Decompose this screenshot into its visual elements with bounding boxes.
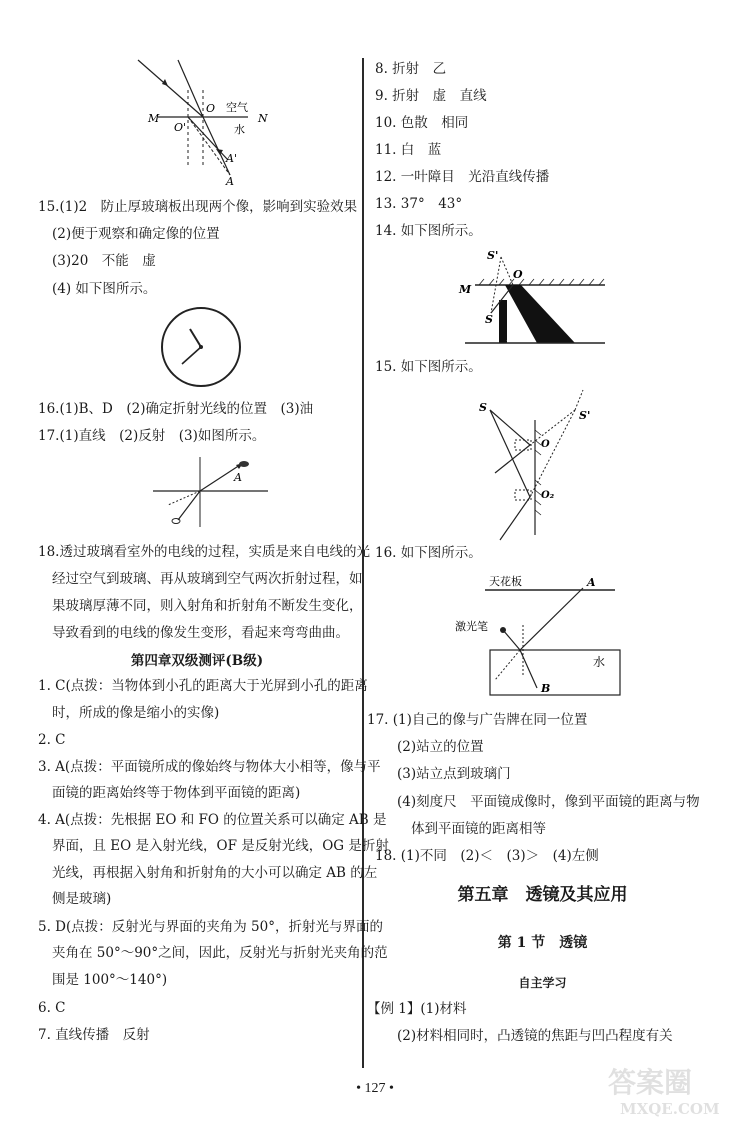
a11-line: 11. 白 蓝 [375,142,442,158]
a17-line2: (2)站立的位置 [397,739,484,755]
fig15-label-O2: O₂ [541,490,555,501]
label-water: 水 [234,123,245,136]
a3-line2: 面镜的距离始终等于物体到平面镜的距离) [52,785,301,801]
fig16-label-laser: 激光笔 [455,620,488,633]
a10-line: 10. 色散 相同 [375,115,469,131]
label-A-prime: A' [226,152,237,165]
a4-line2: 界面，且 EO 是入射光线，OF 是反射光线，OG 是折射 [52,838,389,854]
a5-line3: 围是 100°～140°) [52,972,168,988]
label-M: M [148,112,160,125]
a1-line1: 1. C(点拨：当物体到小孔的距离大于光屏到小孔的距离 [38,678,368,694]
fig16-label-ceiling: 天花板 [489,575,522,588]
a18-line: 18. (1)不同 (2)＜ (3)＞ (4)左侧 [375,848,599,864]
fig14-label-M: M [459,283,472,296]
a5-line2: 夹角在 50°～90°之间，因此，反射光与折射光夹角的范 [52,945,388,961]
a4-line1: 4. A(点拨：先根据 EO 和 FO 的位置关系可以确定 AB 是 [38,812,387,828]
refraction-figure [138,55,288,189]
fig15-label-O1: O [541,439,550,450]
watermark-logo [598,1060,738,1120]
example1-line1: 【例 1】(1)材料 [367,1001,467,1017]
watermark-url: MXQE.COM [620,1100,720,1118]
a15-line: 15. 如下图所示。 [375,359,482,375]
q15-line3: (3)20 不能 虚 [52,253,156,269]
a17-line4: (4)刻度尺 平面镜成像时，像到平面镜的距离与物 [397,794,700,810]
section-title: 第 1 节 透镜 [497,935,588,951]
chapter-title: 第五章 透镜及其应用 [457,885,628,905]
figure-15 [475,385,595,549]
fig14-label-P: P [507,331,516,344]
figure-16 [445,570,625,704]
page-number: • 127 • [356,1081,394,1096]
a3-line1: 3. A(点拨：平面镜所成的像始终与物体大小相等，像与平 [38,759,381,775]
a17-line5: 体到平面镜的距离相等 [411,821,546,837]
a17-line1: 17. (1)自己的像与广告牌在同一位置 [367,712,588,728]
q15-line4: (4) 如下图所示。 [52,281,157,297]
a14-line: 14. 如下图所示。 [375,223,482,239]
a9-line: 9. 折射 虚 直线 [375,88,487,104]
q18-line1: 18.透过玻璃看室外的电线的过程，实质是来自电线的光 [38,544,370,560]
figure-14 [455,245,615,354]
subsection-title: 自主学习 [518,976,567,990]
fig16-label-B: B [541,682,551,695]
a5-line1: 5. D(点拨：反射光与界面的夹角为 50°，折射光与界面的 [38,919,383,935]
fig14-label-S: S [485,313,493,326]
a8-line: 8. 折射 乙 [375,61,447,77]
a1-line2: 时，所成的像是缩小的实像) [52,705,220,721]
fig15-label-S-prime: S' [579,409,591,422]
a16-line: 16. 如下图所示。 [375,545,482,561]
q18-line4: 导致看到的电线的像发生变形，看起来弯弯曲曲。 [52,625,349,641]
fig14-label-S-prime: S' [487,249,499,262]
q18-line2: 经过空气到玻璃、再从玻璃到空气两次折射过程，如 [52,571,363,587]
example1-line2: (2)材料相同时，凸透镜的焦距与凹凸程度有关 [397,1028,673,1044]
label-O-prime: O' [174,121,187,134]
a17-line3: (3)站立点到玻璃门 [397,766,511,782]
fig16-label-A: A [587,576,596,589]
a4-line4: 侧是玻璃) [52,891,112,907]
clock-figure [160,306,242,392]
a6-line: 6. C [38,1000,66,1016]
label-N: N [258,112,268,125]
label-O: O [206,102,216,115]
q16-line: 16.(1)B、D (2)确定折射光线的位置 (3)油 [38,401,314,417]
q15-line2: (2)便于观察和确定像的位置 [52,226,220,242]
a2-line: 2. C [38,732,66,748]
label-air: 空气 [226,101,248,114]
q18-line3: 果玻璃厚薄不同，则入射角和折射角不断发生变化， [52,598,363,614]
figure-17 [148,455,278,534]
q17-line: 17.(1)直线 (2)反射 (3)如图所示。 [38,428,266,444]
fig14-label-O: O [513,268,523,281]
column-divider [362,58,364,1068]
fig17-label-A: A [234,471,242,484]
a12-line: 12. 一叶障目 光沿直线传播 [375,169,550,185]
fig16-label-water: 水 [593,655,606,669]
a4-line3: 光线，再根据入射角和折射角的大小可以确定 AB 的左 [52,865,378,881]
section-title-ch4: 第四章双级测评(B级) [130,653,264,669]
watermark-text: 答案圈 [608,1066,693,1099]
a7-line: 7. 直线传播 反射 [38,1027,150,1043]
fig15-label-S: S [479,401,487,414]
label-A: A [226,175,234,188]
a13-line: 13. 37° 43° [375,196,463,212]
q15-line1: 15.(1)2 防止厚玻璃板出现两个像，影响到实验效果 [38,199,358,215]
